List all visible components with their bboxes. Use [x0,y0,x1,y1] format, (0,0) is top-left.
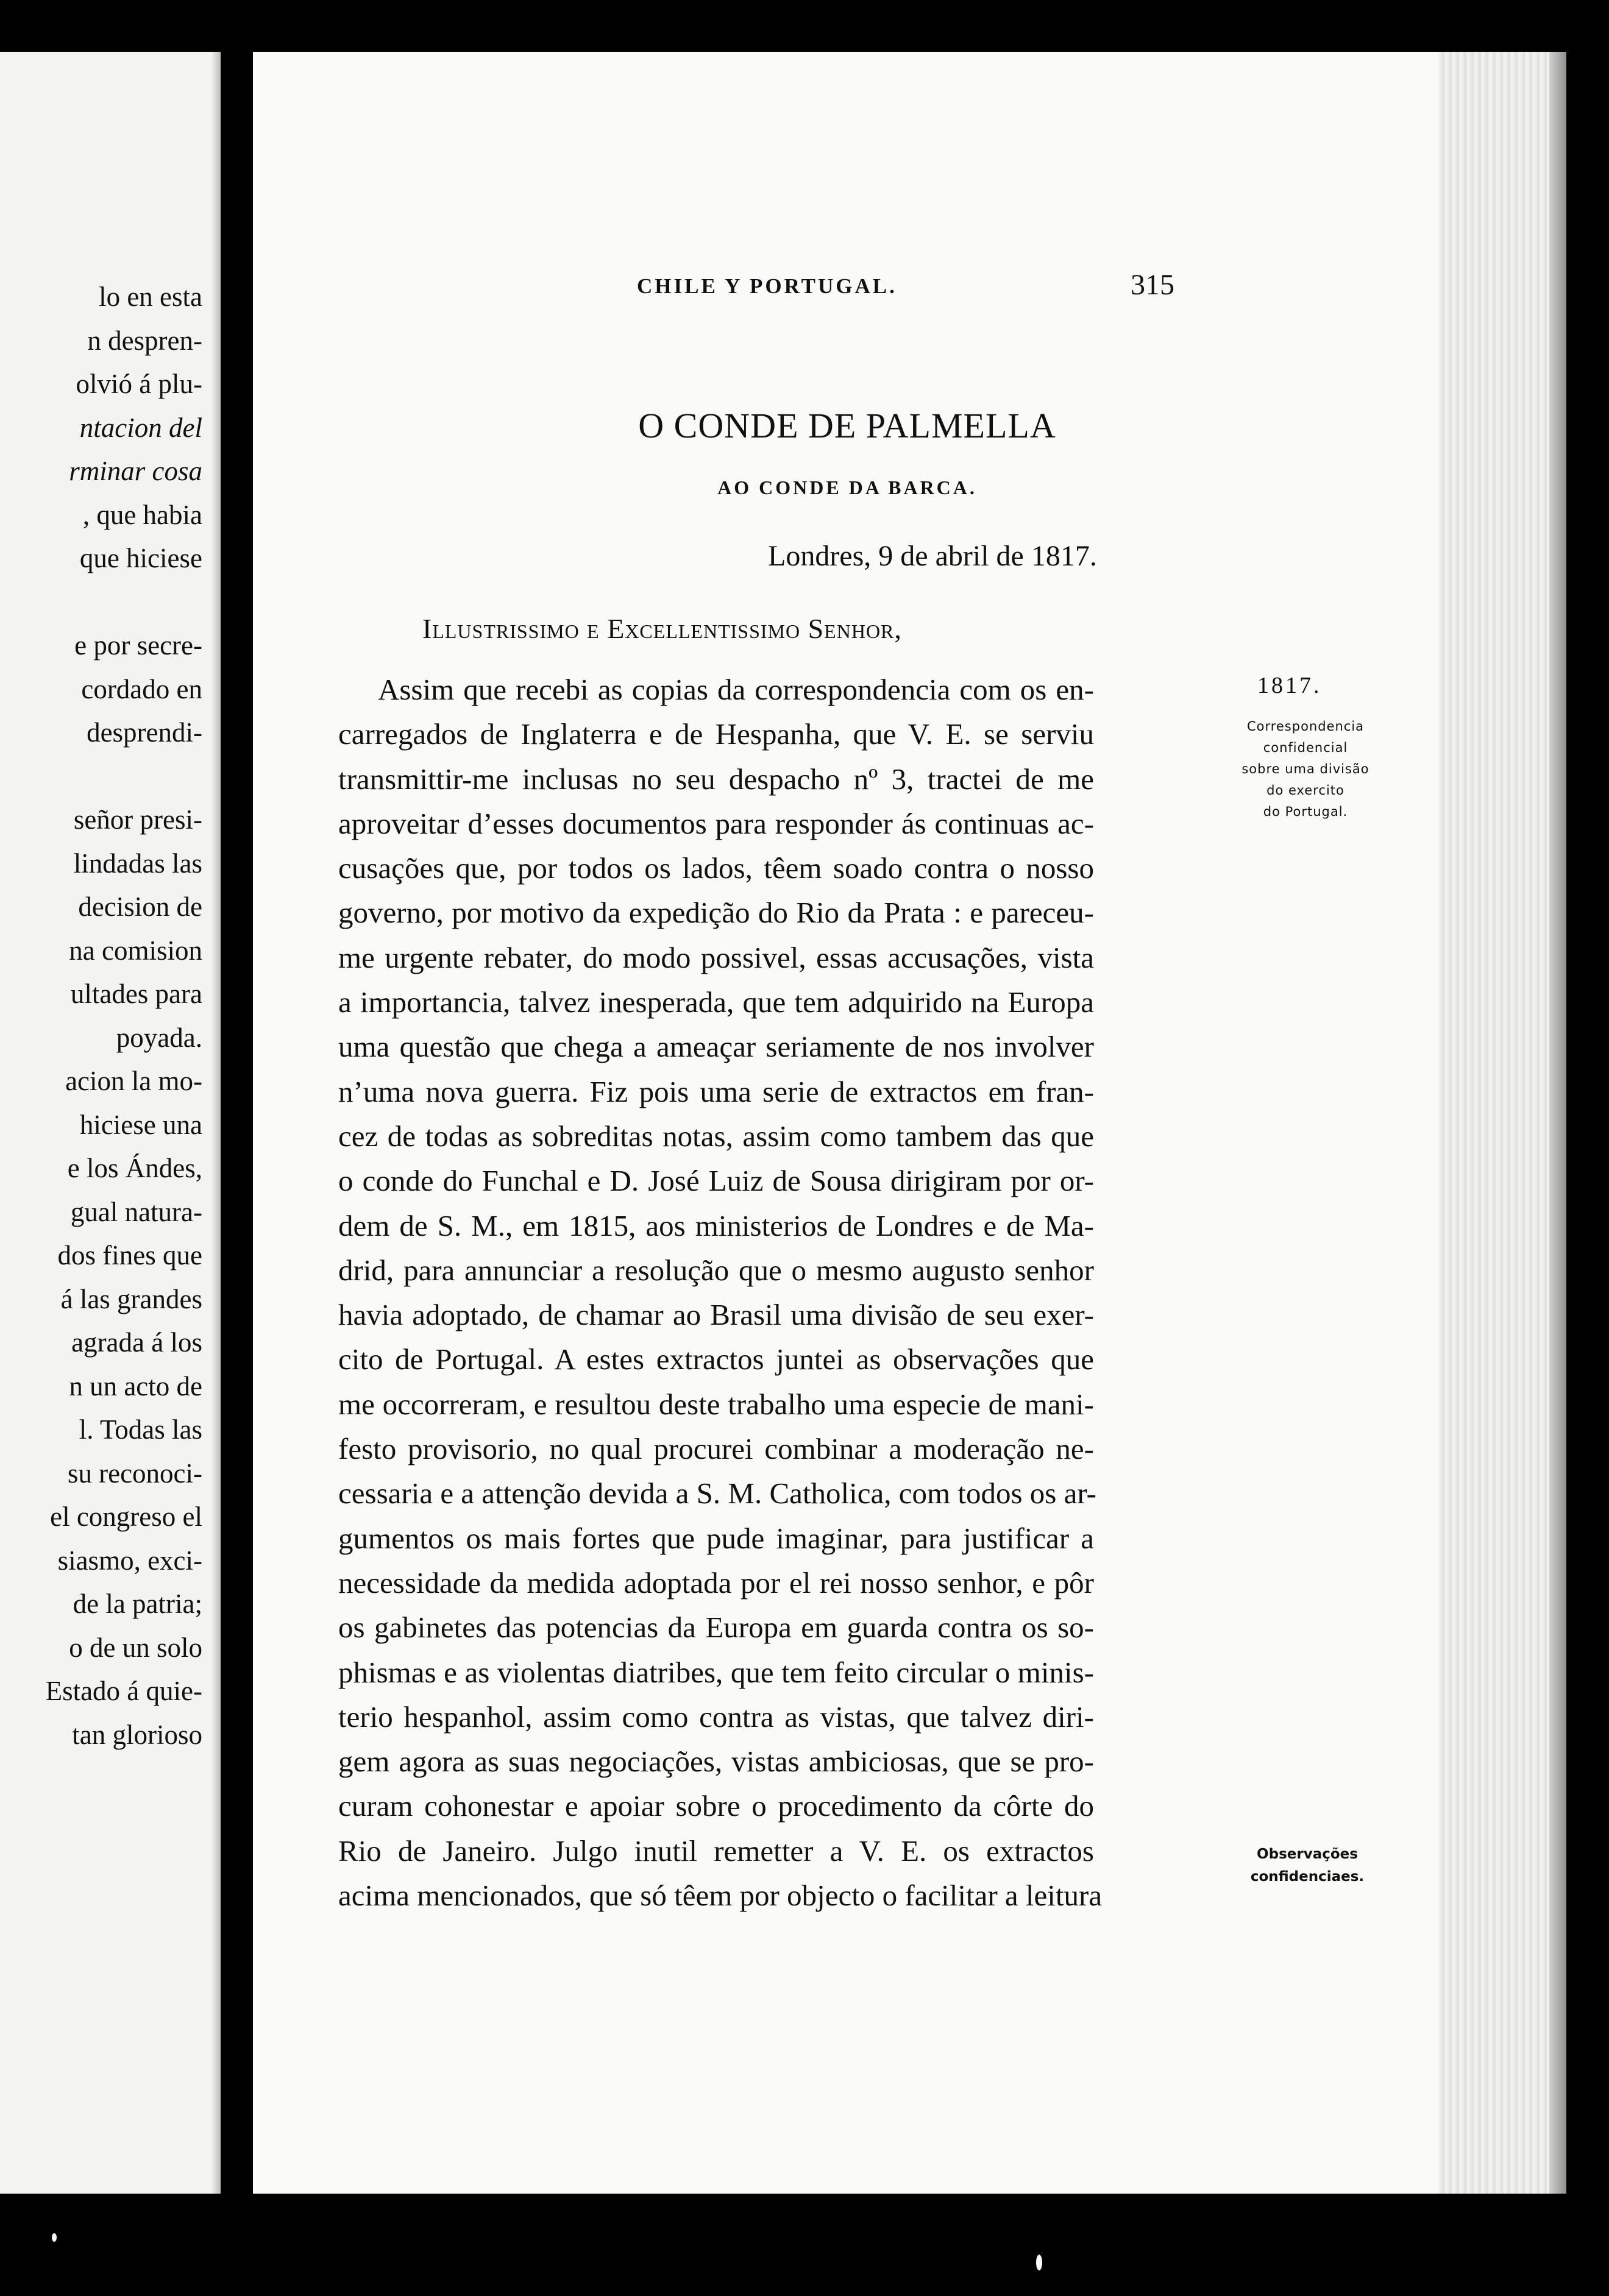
left-page-line: , que habia [82,499,202,530]
left-page-line: siasmo, exci- [57,1545,202,1576]
scan-speck [1036,2255,1042,2270]
body-line: n’uma nova guerra. Fiz pois uma serie de extractos em fran- [338,1074,1094,1108]
page-edge-stack [1438,52,1566,2194]
body-line: a importancia, talvez inesperada, que tem adquirido na Europa [338,985,1094,1019]
letter-recipient: AO CONDE DA BARCA. [717,477,977,498]
left-page-line: n despren- [87,325,202,356]
running-head: CHILE Y PORTUGAL. [637,274,897,298]
left-page-line: tan glorioso [72,1719,202,1750]
left-page-line: o de un solo [69,1632,202,1663]
body-line: os gabinetes das potencias da Europa em guarda contra os so- [338,1610,1094,1645]
letter-salutation: Illustrissimo e Excellentissimo Senhor, [422,613,902,644]
right-page [253,52,1566,2194]
left-page-line: acion la mo- [65,1066,202,1096]
margin-note-observacoes [1216,1843,1399,1888]
letter-dateline: Londres, 9 de abril de 1817. [768,540,1097,572]
page-number: 315 [1131,269,1174,301]
left-page-line: gual natura- [70,1196,202,1227]
body-line: acima mencionados, que só têem por objecto o facilitar a leitura [338,1879,1103,1913]
body-line: festo provisorio, no qual procurei combinar a moderação ne- [338,1432,1094,1466]
body-line: cusações que, por todos os lados, têem soado contra o nosso [338,851,1094,885]
body-line: havia adoptado, de chamar ao Brasil uma divisão de seu exer- [338,1298,1094,1332]
left-page-line: que hiciese [79,543,202,573]
body-line: governo, por motivo da expedição do Rio da Prata : e pareceu- [338,896,1094,930]
left-page-line: desprendi- [87,717,202,748]
left-page-line: señor presi- [73,804,202,835]
margin-note-line: confidenciaes. [1250,1869,1365,1885]
left-page-line: rminar cosa [69,456,202,486]
left-page-line: el congreso el [50,1501,202,1532]
body-line: transmittir-me inclusas no seu despacho nº 3, tractei de me [338,762,1094,796]
body-line: phismas e as violentas diatribes, que tem feito circular o minis- [338,1655,1094,1689]
body-line: aproveitar d’esses documentos para responder ás continuas ac- [338,806,1094,840]
left-page-line: poyada. [116,1022,202,1053]
body-line: cez de todas as sobreditas notas, assim como tambem das que [338,1119,1094,1153]
left-page-line: l. Todas las [79,1414,202,1445]
left-page [0,52,221,2194]
body-line: terio hespanhol, assim como contra as vistas, que talvez diri- [338,1699,1094,1734]
body-line: dem de S. M., em 1815, aos ministerios de Londres e de Ma- [338,1208,1094,1242]
left-page-gutter [212,52,221,2194]
margin-note-line: confidencial [1263,740,1348,755]
left-page-line: decision de [78,891,202,922]
left-page-line: su reconoci- [67,1458,202,1489]
left-page-line: ntacion del [79,412,202,443]
left-page-line: hiciese una [79,1109,202,1140]
left-page-line: e los Ándes, [67,1153,202,1183]
left-page-line: lindadas las [73,848,202,879]
left-page-line: olvió á plu- [76,369,202,399]
body-line: me occorreram, e resultou deste trabalho uma especie de mani- [338,1387,1094,1421]
body-line: gem agora as suas negociações, vistas ambiciosas, que se pro- [338,1745,1094,1779]
margin-note-line: Correspondencia [1246,719,1365,734]
margin-year: 1817. [1257,673,1322,698]
left-page-line: á las grandes [60,1283,202,1314]
margin-note-correspondencia [1214,716,1397,823]
left-page-line: n un acto de [69,1370,202,1401]
left-page-line: cordado en [81,673,202,704]
body-line: cito de Portugal. A estes extractos juntei as observações que [338,1342,1094,1377]
body-line: carregados de Inglaterra e de Hespanha, que V. E. se serviu [338,717,1094,751]
body-line: necessidade da medida adoptada por el rei nosso senhor, e pôr [338,1565,1094,1600]
body-line: cessaria e a attenção devida a S. M. Catholica, com todos os ar- [338,1476,1096,1511]
letter-body [338,667,1103,1918]
body-line: drid, para annunciar a resolução que o mesmo augusto senhor [338,1253,1094,1287]
left-page-line: ultades para [70,979,202,1009]
left-page-line: lo en esta [99,282,202,312]
scan-speck [52,2233,57,2242]
body-line: o conde do Funchal e D. José Luiz de Sousa dirigiram por or- [338,1164,1094,1198]
body-line: Rio de Janeiro. Julgo inutil remetter a V. E. os extractos [338,1834,1094,1868]
margin-note-line: do Portugal. [1263,804,1348,819]
margin-note-line: sobre uma divisão [1241,762,1369,776]
left-page-line: e por secre- [74,630,202,661]
body-line: Assim que recebi as copias da correspondencia com os en- [378,673,1094,706]
left-page-line: na comision [69,935,202,966]
left-page-line: Estado á quie- [45,1676,202,1706]
body-line: me urgente rebater, do modo possivel, essas accusações, vista [338,940,1094,974]
body-line: gumentos os mais fortes que pude imaginar, para justificar a [338,1521,1094,1555]
left-page-line: dos fines que [57,1240,202,1270]
letter-title: O CONDE DE PALMELLA [638,406,1056,445]
body-line: curam cohonestar e apoiar sobre o procedimento da côrte do [338,1789,1094,1823]
margin-note-line: do exercito [1266,783,1344,798]
body-line: uma questão que chega a ameaçar seriamente de nos involver [338,1030,1094,1064]
left-page-line: de la patria; [73,1589,202,1619]
margin-note-line: Observações [1257,1846,1358,1862]
left-page-line: agrada á los [71,1327,202,1358]
